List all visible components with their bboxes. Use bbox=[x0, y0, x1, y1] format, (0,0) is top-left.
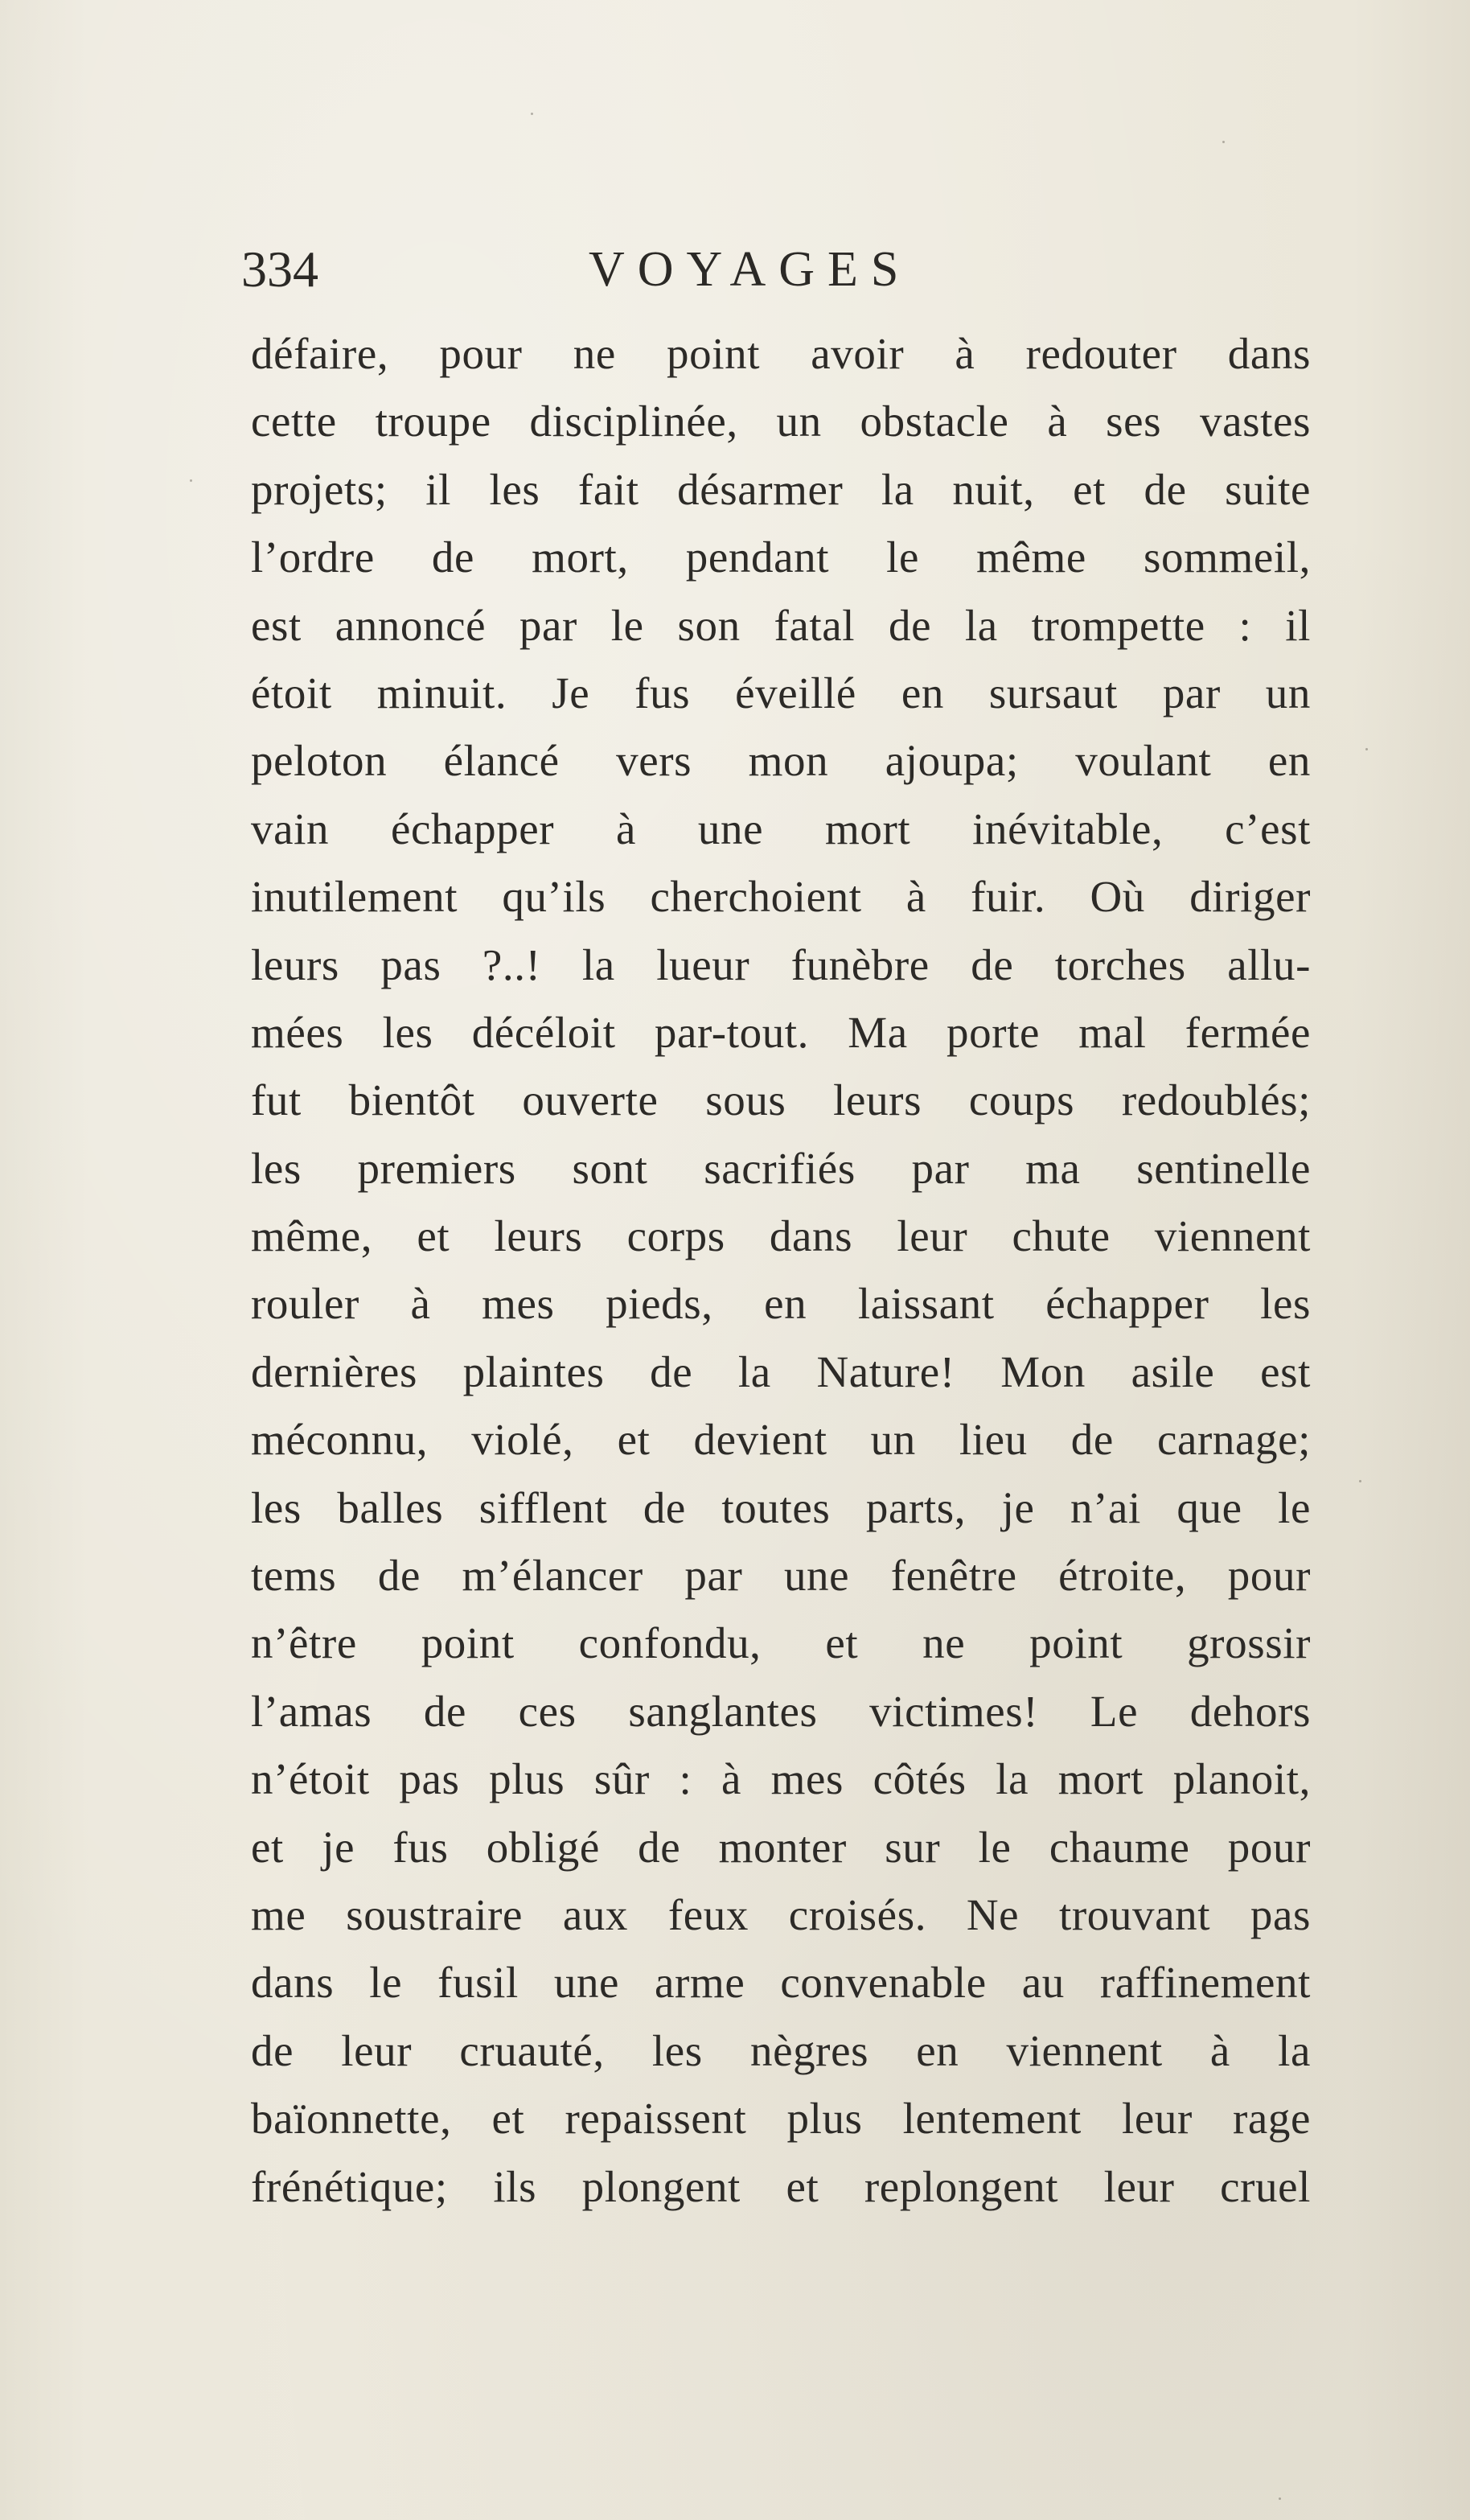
paper-speck bbox=[531, 113, 533, 115]
paper-speck bbox=[1279, 2497, 1281, 2500]
paper-speck bbox=[1365, 748, 1368, 750]
text-line: l’amas de ces sanglantes victimes! Le dehors bbox=[251, 1686, 1311, 1736]
text-line: n’être point confondu, et ne point grossir bbox=[251, 1618, 1311, 1668]
text-line: même, et leurs corps dans leur chute viennent bbox=[251, 1211, 1311, 1261]
text-line: l’ordre de mort, pendant le même sommeil, bbox=[251, 532, 1311, 582]
text-line: et je fus obligé de monter sur le chaume pour bbox=[251, 1822, 1311, 1872]
text-line: rouler à mes pieds, en laissant échapper les bbox=[251, 1279, 1311, 1329]
paper-speck bbox=[1359, 1480, 1361, 1482]
text-line: dernières plaintes de la Nature! Mon asile est bbox=[251, 1346, 1311, 1396]
text-line: les balles sifflent de toutes parts, je n’ai que le bbox=[251, 1482, 1311, 1532]
running-title: VOYAGES bbox=[589, 242, 912, 297]
text-line: dans le fusil une arme convenable au raffinement bbox=[251, 1958, 1311, 2008]
text-line: cette troupe disciplinée, un obstacle à ses vastes bbox=[251, 397, 1311, 446]
text-line: projets; il les fait désarmer la nuit, et de suite bbox=[251, 464, 1311, 514]
text-line: défaire, pour ne point avoir à redouter dans bbox=[251, 329, 1311, 378]
text-line: étoit minuit. Je fus éveillé en sursaut par un bbox=[251, 668, 1311, 717]
text-line: les premiers sont sacrifiés par ma sentinelle bbox=[251, 1143, 1311, 1193]
text-line: mées les décéloit par-tout. Ma porte mal fermée bbox=[251, 1007, 1311, 1057]
text-line: leurs pas ?..! la lueur funèbre de torches allu- bbox=[251, 939, 1311, 989]
text-line: frénétique; ils plongent et replongent leur cruel bbox=[251, 2161, 1311, 2211]
text-line: méconnu, violé, et devient un lieu de carnage; bbox=[251, 1415, 1311, 1465]
text-line: de leur cruauté, les nègres en viennent à la bbox=[251, 2025, 1311, 2075]
page-number: 334 bbox=[241, 240, 318, 298]
text-line: tems de m’élancer par une fenêtre étroite, pour bbox=[251, 1551, 1311, 1601]
body-text bbox=[251, 320, 1311, 2221]
text-line: inutilement qu’ils cherchoient à fuir. Où diriger bbox=[251, 872, 1311, 922]
text-line: baïonnette, et repaissent plus lentement leur rage bbox=[251, 2094, 1311, 2144]
paper-speck bbox=[190, 479, 192, 482]
text-line: vain échapper à une mort inévitable, c’est bbox=[251, 804, 1311, 853]
text-line: me soustraire aux feux croisés. Ne trouvant pas bbox=[251, 1889, 1311, 1939]
text-line: fut bientôt ouverte sous leurs coups redoublés; bbox=[251, 1075, 1311, 1125]
running-head bbox=[241, 237, 1311, 302]
text-line: est annoncé par le son fatal de la trompette : il bbox=[251, 600, 1311, 650]
text-line: peloton élancé vers mon ajoupa; voulant en bbox=[251, 736, 1311, 786]
paper-speck bbox=[1222, 141, 1225, 143]
text-line: n’étoit pas plus sûr : à mes côtés la mort planoit, bbox=[251, 1754, 1311, 1804]
